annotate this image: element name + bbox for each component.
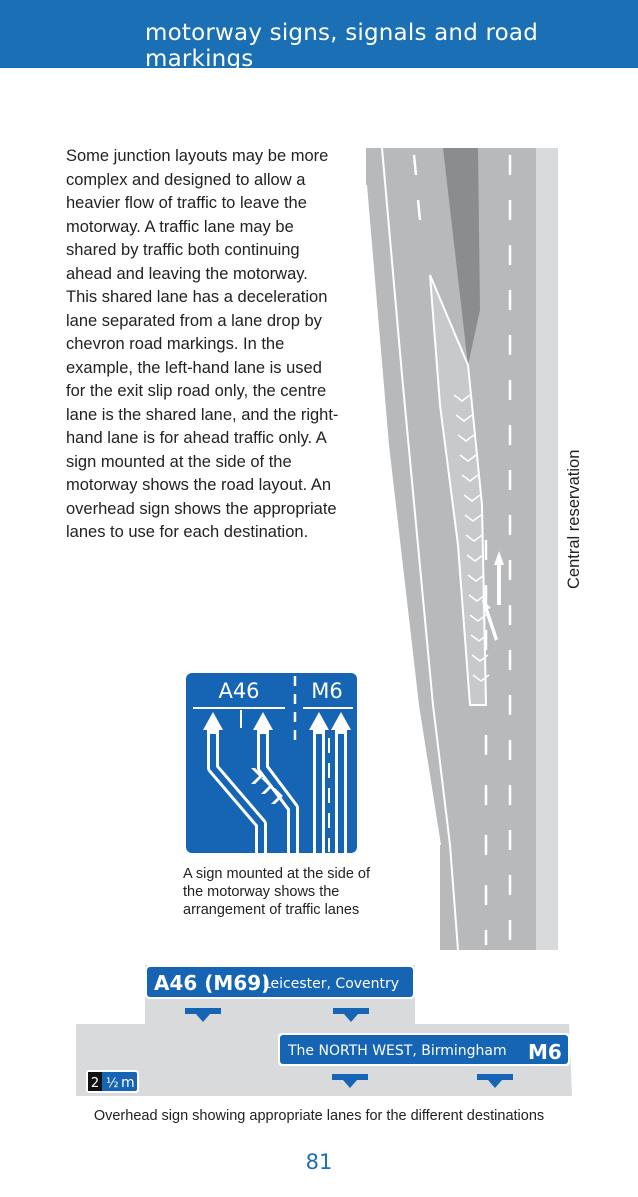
road-layout-diagram [358,145,558,953]
side-sign-caption: A sign mounted at the side of the motorway shows the arrangement of traffic lanes [183,866,371,918]
distance-fraction: ½ [106,1076,119,1091]
upper-destinations: Leicester, Coventry [263,976,400,992]
upper-route: A46 (M69) [154,971,271,995]
side-sign-right-destination: M6 [311,679,343,703]
overhead-gantry-sign [0,960,638,1100]
body-paragraph: Some junction layouts may be more complex and designed to allow a heavier flow of traffic to leave the motorway. A traffic lane may be shared by traffic both continuing ahead and leaving the motorway. This shared lane has a deceleration lane separated from a lane drop by chevron road markings. In the example, the left-hand lane is used for the exit slip road only, the centre lane is the shared lane, and the right-hand lane is for ahead traffic only. A sign mounted at the side of the motorway shows the road layout. An overhead sign shows the appropriate lanes to use for each destination. [66,147,339,541]
page-number: 81 [305,1150,333,1174]
distance-number: 2 [90,1076,100,1091]
side-lane-sign [181,668,362,858]
page-header [0,0,638,72]
lower-route: M6 [528,1040,562,1064]
side-sign-left-destination: A46 [218,679,260,703]
central-reservation [536,148,558,950]
carriageway [366,148,536,950]
central-reservation-label: Central reservation [565,449,583,589]
distance-unit: m [121,1075,135,1091]
overhead-sign-caption: Overhead sign showing appropriate lanes for the different destinations [93,1108,545,1124]
lower-destinations: The NORTH WEST, Birmingham [288,1043,507,1059]
header-title: motorway signs, signals and road markings [145,20,539,72]
